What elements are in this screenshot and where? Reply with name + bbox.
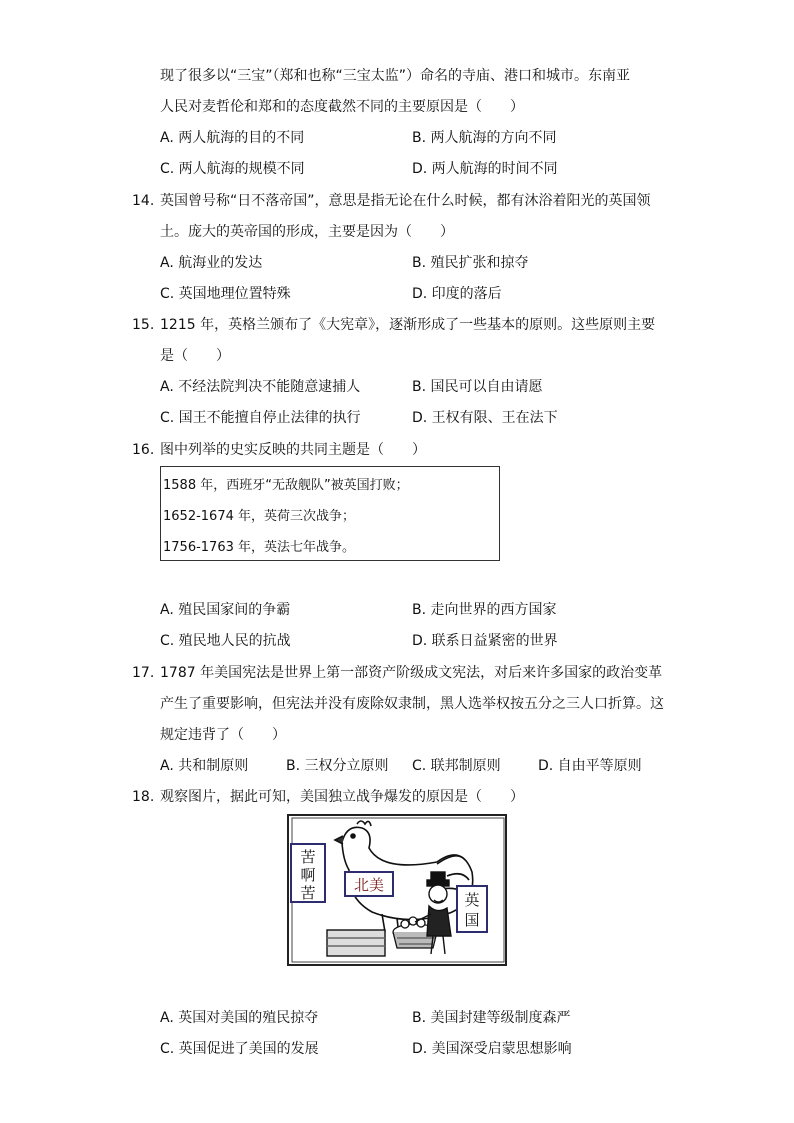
q17-text-line-2: 产生了重要影响，但宪法并没有废除奴隶制，黑人选举权按五分之三人口折算。这 <box>160 696 664 712</box>
q15-number: 15. <box>132 317 155 333</box>
q15-text-line-1: 1215 年，英格兰颁布了《大宪章》，逐渐形成了一些基本的原则。这些原则主要 <box>160 317 656 333</box>
q16-number: 16. <box>132 442 155 458</box>
label-left-char-2: 啊 <box>300 866 316 884</box>
q16-option-b[interactable]: B. 走向世界的西方国家 <box>412 602 557 618</box>
q17-option-d[interactable]: D. 自由平等原则 <box>538 758 642 774</box>
q15-option-b[interactable]: B. 国民可以自由请愿 <box>412 379 543 395</box>
q18-text-line-1: 观察图片，据此可知，美国独立战争爆发的原因是（ ） <box>160 789 524 805</box>
q15-option-a[interactable]: A. 不经法院判决不能随意逮捕人 <box>160 379 361 395</box>
q17-text-line-3: 规定违背了（ ） <box>160 727 286 743</box>
crate <box>327 930 385 956</box>
q16-option-a[interactable]: A. 殖民国家间的争霸 <box>160 602 291 618</box>
q16-text-line-1: 图中列举的史实反映的共同主题是（ ） <box>160 442 426 458</box>
label-right-char-2: 国 <box>464 911 480 929</box>
q18-option-a[interactable]: A. 英国对美国的殖民掠夺 <box>160 1010 319 1026</box>
q16-fact-1: 1588 年，西班牙“无敌舰队”被英国打败； <box>163 478 409 493</box>
label-left-char-3: 苦 <box>300 884 316 902</box>
q14-option-c[interactable]: C. 英国地理位置特殊 <box>160 286 291 302</box>
q15-option-d[interactable]: D. 王权有限、王在法下 <box>412 410 558 426</box>
q17-option-c[interactable]: C. 联邦制原则 <box>412 758 501 774</box>
q16-option-d[interactable]: D. 联系日益紧密的世界 <box>412 633 558 649</box>
q14-text-line-1: 英国曾号称“日不落帝国”，意思是指无论在什么时候，都有沐浴着阳光的英国领 <box>160 193 651 209</box>
q16-fact-box <box>160 466 500 561</box>
q13-option-a[interactable]: A. 两人航海的目的不同 <box>160 130 305 146</box>
label-left-char-1: 苦 <box>300 848 316 866</box>
q14-text-line-2: 土。庞大的英帝国的形成，主要是因为（ ） <box>160 224 454 240</box>
q14-option-d[interactable]: D. 印度的落后 <box>412 286 502 302</box>
q17-number: 17. <box>132 665 155 681</box>
q15-option-c[interactable]: C. 国王不能擅自停止法律的执行 <box>160 410 361 426</box>
q18-number: 18. <box>132 789 155 805</box>
q13-option-c[interactable]: C. 两人航海的规模不同 <box>160 161 305 177</box>
political-cartoon <box>287 814 507 966</box>
q17-option-b[interactable]: B. 三权分立原则 <box>286 758 389 774</box>
q16-fact-2: 1652-1674 年，英荷三次战争； <box>163 509 355 524</box>
q13-option-d[interactable]: D. 两人航海的时间不同 <box>412 161 558 177</box>
label-hen: 北美 <box>353 876 385 894</box>
q13-text-line-1: 现了很多以“三宝”（郑和也称“三宝太监”）命名的寺庙、港口和城市。东南亚 <box>160 68 631 84</box>
q17-option-a[interactable]: A. 共和制原则 <box>160 758 249 774</box>
q16-option-c[interactable]: C. 殖民地人民的抗战 <box>160 633 291 649</box>
q14-option-b[interactable]: B. 殖民扩张和掠夺 <box>412 255 529 271</box>
q18-option-c[interactable]: C. 英国促进了美国的发展 <box>160 1041 319 1057</box>
q15-text-line-2: 是（ ） <box>160 348 230 364</box>
q14-number: 14. <box>132 193 155 209</box>
q14-option-a[interactable]: A. 航海业的发达 <box>160 255 263 271</box>
label-right-char-1: 英 <box>464 891 480 909</box>
q18-option-b[interactable]: B. 美国封建等级制度森严 <box>412 1010 571 1026</box>
q13-text-line-2: 人民对麦哲伦和郑和的态度截然不同的主要原因是（ ） <box>160 99 524 115</box>
q13-option-b[interactable]: B. 两人航海的方向不同 <box>412 130 557 146</box>
q16-fact-3: 1756-1763 年，英法七年战争。 <box>163 540 355 555</box>
q17-text-line-1: 1787 年美国宪法是世界上第一部资产阶级成文宪法，对后来许多国家的政治变革 <box>160 665 663 681</box>
q18-option-d[interactable]: D. 美国深受启蒙思想影响 <box>412 1041 572 1057</box>
